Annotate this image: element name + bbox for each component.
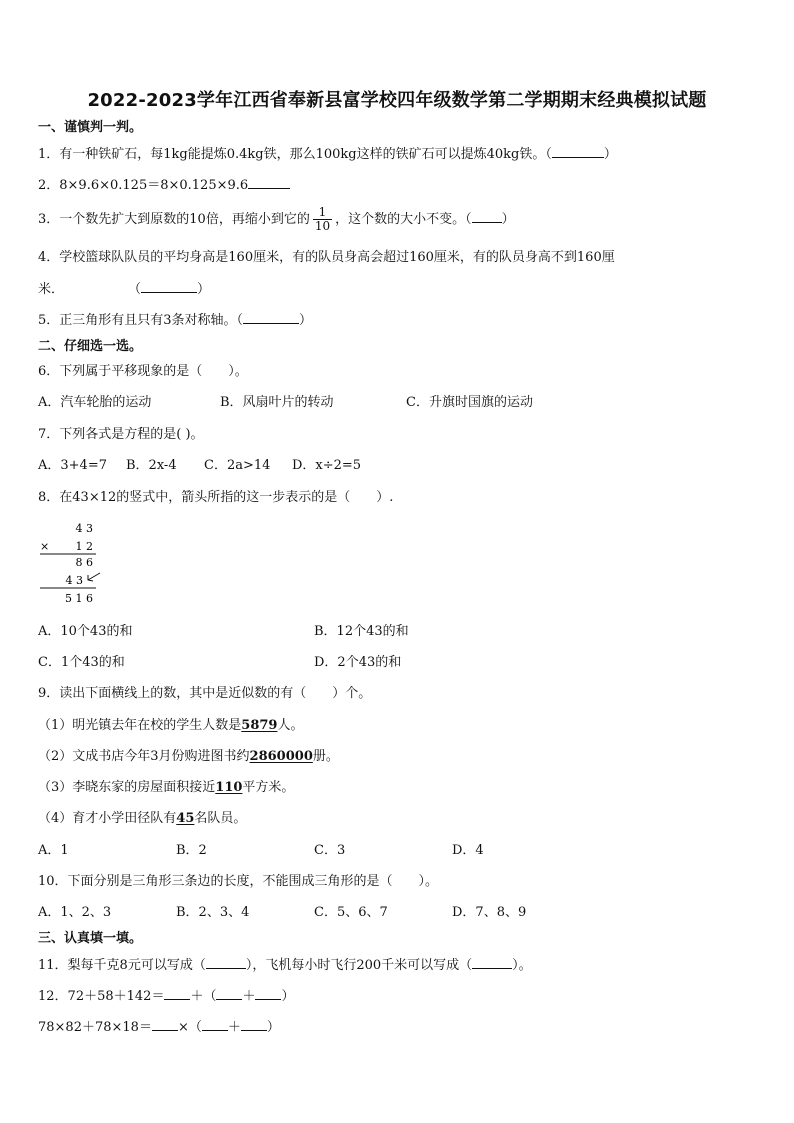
question-12: 12．72＋58＋142＝ ＋（ ＋ ） [38,989,295,1004]
answer-blank[interactable] [206,956,246,969]
question-10: 10．下面分别是三角形三条边的长度，不能围成三角形的是（ ）。 [38,874,439,889]
fraction: $\frac{1}{10}$ [314,205,331,233]
question-12-part-2: 78×82＋78×18＝ ×（ ＋ ） [38,1020,280,1035]
q7-option-b[interactable]: B．2x-4 [126,458,177,473]
q7-option-d[interactable]: D．x÷2=5 [292,458,362,473]
question-8: 8．在43×12的竖式中，箭头所指的这一步表示的是（ ）. [38,490,394,505]
calc-row-3: 8 6 [75,556,93,569]
q6-option-a[interactable]: A．汽车轮胎的运动 [38,395,152,410]
q9-item-3: （3）李晓东家的房屋面积接近110平方米。 [38,780,295,795]
question-2: 2．8×9.6×0.125＝8×0.125×9.6 [38,176,290,195]
answer-blank[interactable] [202,1018,228,1031]
question-4-line-1: 4．学校篮球队队员的平均身高是160厘米，有的队员身高会超过160厘米，有的队员身高不到160厘 [38,250,615,265]
question-11: 11．梨每千克8元可以写成（ ），飞机每小时飞行200千米可以写成（ ）。 [38,958,532,973]
vertical-multiplication [38,520,138,610]
q10-option-b[interactable]: B．2、3、4 [176,905,250,920]
q10-option-d[interactable]: D．7、8、9 [452,905,527,920]
question-5: 5．正三角形有且只有3条对称轴。（ ） [38,313,313,328]
answer-blank[interactable] [248,176,290,189]
answer-blank[interactable] [552,145,604,158]
q10-option-a[interactable]: A．1、2、3 [38,905,112,920]
q9-option-a[interactable]: A．1 [38,843,69,858]
q9-item-1: （1）明光镇去年在校的学生人数是5879人。 [38,718,304,733]
question-1: 1．有一种铁矿石，每1kg能提炼0.4kg铁，那么100kg这样的铁矿石可以提炼40kg铁。（ ） [38,147,617,162]
q8-option-c[interactable]: C．1个43的和 [38,655,125,670]
section-heading-1: 一、谨慎判一判。 [38,120,143,135]
question-6: 6．下列属于平移现象的是（ ）。 [38,364,248,379]
q6-option-b[interactable]: B．风扇叶片的转动 [220,395,334,410]
question-9: 9．读出下面横线上的数，其中是近似数的有（ ）个。 [38,686,372,701]
q8-option-d[interactable]: D．2个43的和 [314,655,402,670]
page-title: 2022-2023学年江西省奉新县富学校四年级数学第二学期期末经典模拟试题 [87,90,707,111]
q10-option-c[interactable]: C．5、6、7 [314,905,388,920]
answer-blank[interactable] [472,210,502,223]
arrow-icon [88,573,100,580]
q9-option-d[interactable]: D．4 [452,843,484,858]
answer-blank[interactable] [164,987,190,1000]
q8-option-a[interactable]: A．10个43的和 [38,624,133,639]
answer-blank[interactable] [241,1018,267,1031]
q8-option-b[interactable]: B．12个43的和 [314,624,409,639]
question-7: 7．下列各式是方程的是( )。 [38,427,204,442]
answer-blank[interactable] [243,311,299,324]
calc-row-2: 1 2 [75,540,93,553]
q9-option-b[interactable]: B．2 [176,843,207,858]
section-heading-2: 二、仔细选一选。 [38,339,143,354]
question-4-line-2: 米． （ ） [38,282,211,297]
q9-item-4: （4）育才小学田径队有45名队员。 [38,811,247,826]
q7-option-a[interactable]: A．3+4=7 [38,458,107,473]
answer-blank[interactable] [141,280,197,293]
answer-blank[interactable] [472,956,512,969]
question-3: 3．一个数先扩大到原数的10倍，再缩小到它的 $\frac{1}{10}$ ，这个数的大小不变。（ ） [38,205,515,233]
section-heading-3: 三、认真填一填。 [38,931,143,946]
answer-blank[interactable] [216,987,242,1000]
q7-option-c[interactable]: C．2a>14 [204,458,271,473]
calc-row-1: 4 3 [75,522,93,535]
calc-row-5: 5 1 6 [65,592,93,605]
times-sign: × [40,540,50,553]
q6-option-c[interactable]: C．升旗时国旗的运动 [406,395,533,410]
q9-option-c[interactable]: C．3 [314,843,346,858]
q9-item-2: （2）文成书店今年3月份购进图书约2860000册。 [38,749,339,764]
calc-row-4: 4 3 [65,574,83,587]
answer-blank[interactable] [255,987,281,1000]
answer-blank[interactable] [152,1018,178,1031]
